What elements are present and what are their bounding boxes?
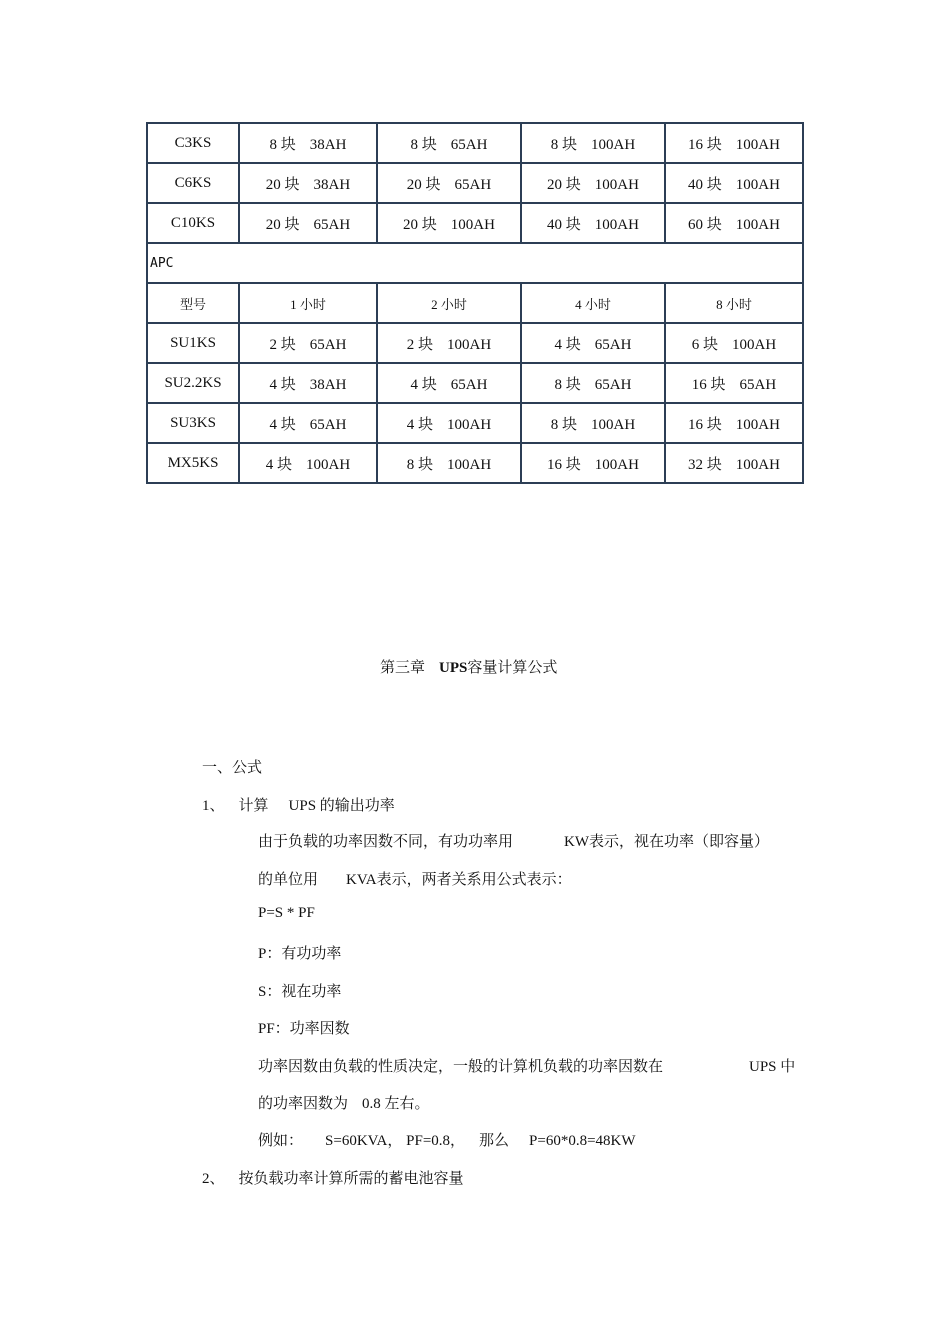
table-row [147,323,803,363]
model-cell: C3KS [147,123,239,163]
battery-cell: 8 块 65AH [377,123,521,163]
battery-cell: 16 块 65AH [665,363,803,403]
paragraph-line: KVA表示，两者关系用公式表示： [346,872,572,888]
battery-cell: 40 块 100AH [665,163,803,203]
header-cell: 8 小时 [665,283,803,323]
header-cell: 1 小时 [239,283,377,323]
model-cell: SU2.2KS [147,363,239,403]
battery-cell: 8 块 65AH [521,363,665,403]
battery-cell: 2 块 65AH [239,323,377,363]
definition: P：有功功率 [258,946,342,962]
battery-cell: 8 块 100AH [521,123,665,163]
table-row [147,403,803,443]
battery-cell: 20 块 65AH [239,203,377,243]
battery-config-table [146,122,804,484]
battery-cell: 20 块 38AH [239,163,377,203]
battery-cell: 4 块 65AH [239,403,377,443]
table-row [147,123,803,163]
formula: P=S * PF [258,905,315,921]
battery-cell: 4 块 65AH [521,323,665,363]
header-cell: 2 小时 [377,283,521,323]
example-line: 例如： S=60KVA， PF=0.8， 那么 P=60*0.8=48KW [258,1133,636,1149]
battery-cell: 4 块 100AH [377,403,521,443]
battery-cell: 8 块 100AH [377,443,521,483]
table-row [147,443,803,483]
battery-cell: 20 块 100AH [521,163,665,203]
battery-cell: 4 块 38AH [239,363,377,403]
paragraph-line: 功率因数由负载的性质决定，一般的计算机负载的功率因数在 [258,1059,664,1075]
paragraph-line: 由于负载的功率因数不同，有功功率用 [258,834,514,850]
item-1: 1、 计算 UPS 的输出功率 [202,798,395,814]
model-cell: C6KS [147,163,239,203]
battery-cell: 2 块 100AH [377,323,521,363]
definition: S：视在功率 [258,984,342,1000]
battery-cell: 4 块 100AH [239,443,377,483]
battery-cell: 6 块 100AH [665,323,803,363]
battery-cell: 16 块 100AH [521,443,665,483]
header-cell: 4 小时 [521,283,665,323]
battery-cell: 40 块 100AH [521,203,665,243]
battery-cell: 60 块 100AH [665,203,803,243]
table-row [147,363,803,403]
heading-formula: 一、公式 [202,760,263,776]
table-row [147,203,803,243]
brand-label: APC [147,243,803,283]
header-cell: 型号 [147,283,239,323]
model-cell: C10KS [147,203,239,243]
battery-cell: 8 块 100AH [521,403,665,443]
brand-row [147,243,803,283]
paragraph-line: KW表示，视在功率（即容量） [564,834,769,850]
battery-cell: 20 块 100AH [377,203,521,243]
item-2: 2、 按负载功率计算所需的蓄电池容量 [202,1171,464,1187]
paragraph-line: 的单位用 [258,872,319,888]
section-title: 第三章 UPS容量计算公式 [380,660,558,676]
battery-cell: 20 块 65AH [377,163,521,203]
model-cell: SU3KS [147,403,239,443]
battery-cell: 32 块 100AH [665,443,803,483]
model-cell: SU1KS [147,323,239,363]
definition: PF：功率因数 [258,1021,350,1037]
paragraph-line: 0.8 左右。 [362,1096,430,1112]
battery-cell: 16 块 100AH [665,403,803,443]
table-row [147,163,803,203]
paragraph-line: 的功率因数为 [258,1096,349,1112]
battery-cell: 8 块 38AH [239,123,377,163]
header-row [147,283,803,323]
battery-cell: 16 块 100AH [665,123,803,163]
paragraph-line: UPS 中 [749,1059,796,1075]
model-cell: MX5KS [147,443,239,483]
battery-cell: 4 块 65AH [377,363,521,403]
